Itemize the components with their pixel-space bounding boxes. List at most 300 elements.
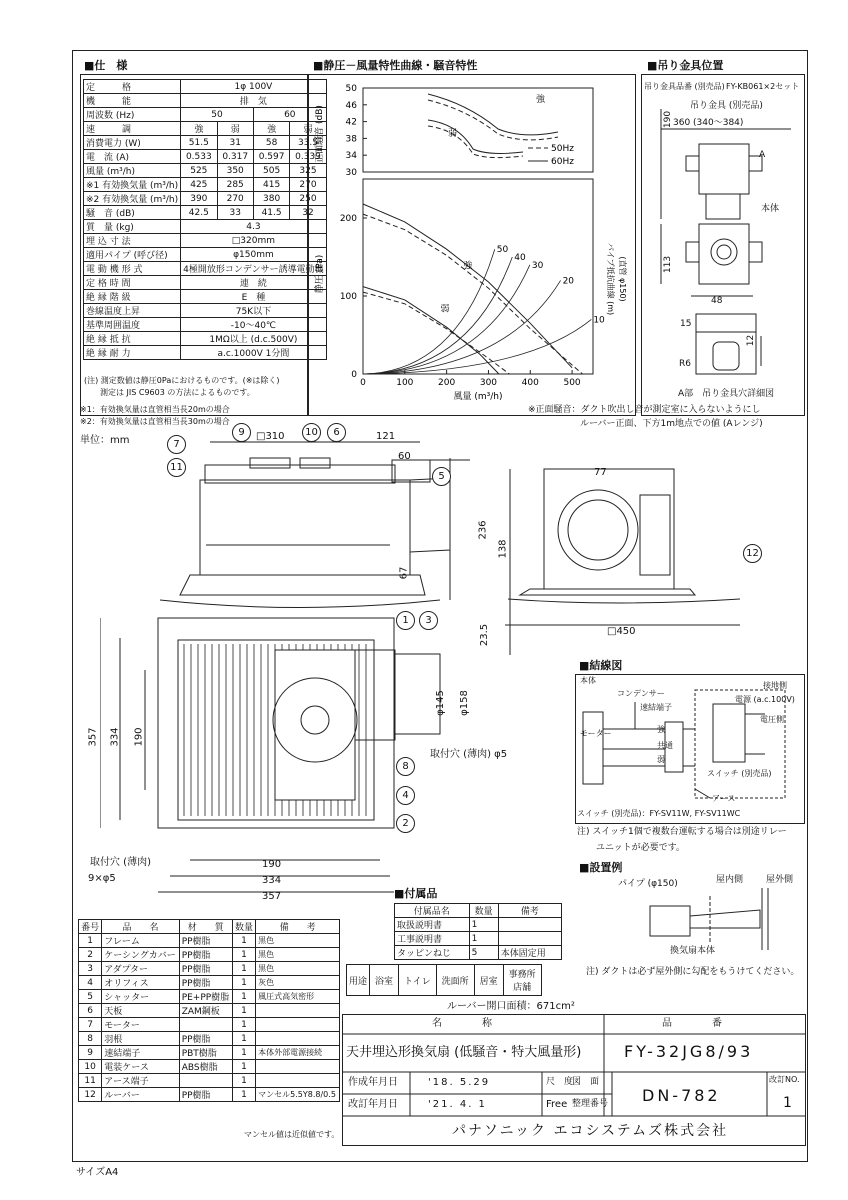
spec-row bbox=[84, 234, 327, 248]
spec-label: 電 流 (A) bbox=[84, 150, 181, 164]
usage-item: 洗面所 bbox=[436, 965, 474, 996]
wiring-earth: アース bbox=[712, 794, 736, 803]
spec-row bbox=[84, 136, 327, 150]
dim-357: 357 bbox=[87, 727, 99, 747]
parts-row bbox=[79, 1060, 340, 1074]
parts-row bbox=[79, 976, 340, 990]
spec-label: 騒 音 (dB) bbox=[84, 206, 181, 220]
hanger-dim-113: 113 bbox=[663, 255, 674, 274]
part-balloon-10: 10 bbox=[302, 423, 321, 442]
pipe-curve-2 bbox=[363, 265, 530, 374]
spec-value: 31 bbox=[217, 136, 253, 150]
wiring-power: 電源 (a.c.100V) bbox=[735, 695, 795, 704]
parts-cell: 1 bbox=[79, 934, 102, 948]
title-revised-label: 改訂年月日 bbox=[348, 1099, 398, 1110]
accessories-header-cell: 備考 bbox=[498, 904, 561, 918]
noise-ytick: 30 bbox=[345, 168, 357, 178]
title-created-label: 作成年月日 bbox=[348, 1077, 398, 1088]
hanger-dim-top: 360 (340〜384) bbox=[673, 118, 744, 128]
spec-value: -10〜40℃ bbox=[181, 318, 327, 332]
parts-cell: PP樹脂 bbox=[179, 1032, 232, 1046]
dim-334: 334 bbox=[109, 727, 121, 747]
spec-value: φ150mm bbox=[181, 248, 327, 262]
spec-footnote-1: ※1：有効換気量は直管相当長20mの場合 bbox=[80, 405, 230, 414]
pipe-curve-0 bbox=[363, 249, 495, 374]
parts-cell: 1 bbox=[232, 1032, 255, 1046]
munsell-note: マンセル値は近似値です。 bbox=[244, 1130, 340, 1139]
spec-label: 適用パイプ (呼び径) bbox=[84, 248, 181, 262]
parts-cell: 本体外部電源接続 bbox=[256, 1046, 340, 1060]
title-name-label: 名 称 bbox=[432, 1018, 492, 1029]
parts-cell: 灰色 bbox=[256, 976, 340, 990]
accessories-header bbox=[395, 904, 562, 918]
spec-row bbox=[84, 164, 327, 178]
parts-cell: ルーバー bbox=[102, 1088, 179, 1102]
spec-row bbox=[84, 206, 327, 220]
accessories-cell: 取扱説明書 bbox=[395, 918, 470, 932]
spec-value: 41.5 bbox=[253, 206, 289, 220]
spec-value: 525 bbox=[181, 164, 217, 178]
parts-header-cell: 備 考 bbox=[256, 920, 340, 934]
spec-row bbox=[84, 220, 327, 234]
parts-cell: 羽根 bbox=[102, 1032, 179, 1046]
spec-value: 1φ 100V bbox=[181, 80, 327, 94]
pressure-curve-2 bbox=[363, 287, 499, 374]
spec-value: 32 bbox=[290, 206, 326, 220]
accessories-row bbox=[395, 932, 562, 946]
parts-row bbox=[79, 934, 340, 948]
title-revised: '21. 4. 1 bbox=[428, 1099, 487, 1110]
mount-hole-label: 取付穴 (薄肉) φ5 bbox=[430, 749, 508, 760]
dim-23-5: 23.5 bbox=[479, 623, 491, 647]
parts-cell: 1 bbox=[232, 948, 255, 962]
spec-row bbox=[84, 346, 327, 360]
parts-cell: 1 bbox=[232, 990, 255, 1004]
pressure-flow-chart bbox=[308, 74, 634, 414]
pipe-label-0: 50 bbox=[496, 245, 509, 256]
parts-row bbox=[79, 948, 340, 962]
hanger-dim-12: 12 bbox=[746, 334, 757, 347]
spec-value: 強 bbox=[181, 122, 217, 136]
accessories-header-cell: 付属品名 bbox=[395, 904, 470, 918]
spec-row bbox=[84, 318, 327, 332]
spec-label: 絶 縁 耐 力 bbox=[84, 346, 181, 360]
accessories-header-cell: 数量 bbox=[469, 904, 498, 918]
hanger-heading: ■吊り金具位置 bbox=[647, 59, 724, 72]
pipe-label-3: 20 bbox=[562, 276, 575, 287]
side-view-drawing bbox=[150, 420, 470, 610]
pressure-curve-1 bbox=[363, 214, 583, 374]
spec-value: 33 bbox=[217, 206, 253, 220]
noise-ytick: 50 bbox=[345, 84, 357, 94]
spec-value: 75K以下 bbox=[181, 304, 327, 318]
parts-cell bbox=[179, 1018, 232, 1032]
spec-value: 270 bbox=[217, 192, 253, 206]
usage-row bbox=[347, 965, 542, 996]
hanger-detail-label: A部 吊り金具穴詳細図 bbox=[678, 389, 775, 399]
spec-value: 58 bbox=[253, 136, 289, 150]
title-block bbox=[342, 1014, 806, 1146]
spec-value: 4.3 bbox=[181, 220, 327, 234]
install-drawing bbox=[640, 888, 800, 958]
wiring-voltage-side: 電圧側 bbox=[760, 715, 784, 724]
install-pipe: パイプ (φ150) bbox=[618, 879, 678, 889]
spec-value: 415 bbox=[253, 178, 289, 192]
spec-row bbox=[84, 80, 327, 94]
pressure-ytick: 200 bbox=[339, 214, 357, 224]
dim-236: 236 bbox=[477, 520, 489, 540]
pressure-xtick: 100 bbox=[396, 378, 414, 388]
parts-cell bbox=[179, 1074, 232, 1088]
pressure-xlabel: 風量 (m³/h) bbox=[453, 392, 503, 402]
noise-note-2: ルーバー正面、下方1m地点での値 (Aレンジ) bbox=[580, 419, 763, 429]
dim-138: 138 bbox=[497, 539, 509, 559]
noise-label-strong: 強 bbox=[536, 95, 546, 105]
spec-value: 4極開放形コンデンサー誘導電動機 bbox=[181, 262, 327, 276]
spec-label: 質 量 (kg) bbox=[84, 220, 181, 234]
front-view-drawing bbox=[490, 455, 760, 655]
spec-value: 350 bbox=[217, 164, 253, 178]
parts-cell: アダプター bbox=[102, 962, 179, 976]
wiring-common: 共通 bbox=[657, 741, 673, 750]
parts-cell: 1 bbox=[232, 934, 255, 948]
pipe-curve-4 bbox=[363, 319, 591, 374]
spec-label: 定 格 時 間 bbox=[84, 276, 181, 290]
noise-weak-60 bbox=[428, 120, 523, 153]
accessories-cell bbox=[498, 932, 561, 946]
spec-row bbox=[84, 248, 327, 262]
noise-ytick: 38 bbox=[345, 134, 357, 145]
hanger-model-label: 吊り金具品番 (別売品) bbox=[644, 82, 725, 91]
company-name: パナソニック エコシステムズ株式会社 bbox=[452, 1123, 729, 1139]
title-drawing-label: 図 面 bbox=[572, 1077, 600, 1087]
part-balloon-1: 1 bbox=[396, 611, 415, 630]
mount-hole-label-2b: 9×φ5 bbox=[88, 873, 116, 884]
wiring-diagram bbox=[575, 674, 803, 810]
spec-label: 風量 (m³/h) bbox=[84, 164, 181, 178]
parts-cell: 8 bbox=[79, 1032, 102, 1046]
noise-legend-50: 50Hz bbox=[551, 144, 574, 154]
spec-row bbox=[84, 122, 327, 136]
part-balloon-8: 8 bbox=[396, 757, 415, 776]
parts-cell: オリフィス bbox=[102, 976, 179, 990]
dim-60: 60 bbox=[398, 451, 411, 462]
spec-row bbox=[84, 262, 327, 276]
parts-cell: 5 bbox=[79, 990, 102, 1004]
dim-450: □450 bbox=[607, 626, 636, 637]
spec-row bbox=[84, 276, 327, 290]
parts-header-cell: 番号 bbox=[79, 920, 102, 934]
spec-value: 250 bbox=[290, 192, 326, 206]
spec-label: 周波数 (Hz) bbox=[84, 108, 181, 122]
parts-cell: ZAM鋼板 bbox=[179, 1004, 232, 1018]
parts-cell: アース端子 bbox=[102, 1074, 179, 1088]
spec-label: 基準周囲温度 bbox=[84, 318, 181, 332]
spec-value: 弱 bbox=[290, 122, 326, 136]
usage-item: 事務所 店舗 bbox=[503, 965, 541, 996]
parts-cell: 1 bbox=[232, 1074, 255, 1088]
pipe-label-2: 30 bbox=[531, 260, 544, 271]
pipe-label-1: 40 bbox=[514, 253, 526, 263]
parts-cell: マンセル5.5Y8.8/0.5 bbox=[256, 1088, 340, 1102]
spec-row bbox=[84, 290, 327, 304]
accessories-table bbox=[394, 903, 562, 960]
dim-121: 121 bbox=[376, 431, 396, 442]
noise-ytick: 42 bbox=[345, 117, 357, 128]
wiring-weak: 弱 bbox=[657, 755, 665, 764]
parts-cell: 黒色 bbox=[256, 948, 340, 962]
accessories-cell bbox=[498, 918, 561, 932]
parts-cell: フレーム bbox=[102, 934, 179, 948]
hanger-model: FY-KB061×2セット bbox=[726, 82, 800, 91]
title-model-label: 品 番 bbox=[662, 1018, 722, 1029]
spec-value: 33.5 bbox=[290, 136, 326, 150]
parts-cell: 1 bbox=[232, 976, 255, 990]
spec-label: 絶 縁 階 級 bbox=[84, 290, 181, 304]
pipe-label-4: 10 bbox=[593, 315, 605, 326]
wiring-motor: モーター bbox=[580, 729, 612, 738]
spec-value: 505 bbox=[253, 164, 289, 178]
part-balloon-5: 5 bbox=[432, 467, 451, 486]
part-balloon-11: 11 bbox=[167, 458, 186, 477]
part-balloon-3: 3 bbox=[419, 611, 438, 630]
parts-cell: 6 bbox=[79, 1004, 102, 1018]
parts-cell: 9 bbox=[79, 1046, 102, 1060]
parts-cell: 4 bbox=[79, 976, 102, 990]
title-scale: Free bbox=[546, 1099, 568, 1110]
parts-cell: 2 bbox=[79, 948, 102, 962]
dim-77: 77 bbox=[594, 467, 607, 478]
spec-label: 埋 込 寸 法 bbox=[84, 234, 181, 248]
spec-table bbox=[83, 79, 327, 360]
noise-ytick: 46 bbox=[345, 100, 357, 111]
spec-label: 消費電力 (W) bbox=[84, 136, 181, 150]
part-balloon-12: 12 bbox=[743, 544, 762, 563]
spec-row bbox=[84, 178, 327, 192]
accessories-cell: 1 bbox=[469, 918, 498, 932]
pressure-ytick: 100 bbox=[339, 292, 357, 302]
parts-cell: PBT樹脂 bbox=[179, 1046, 232, 1060]
part-balloon-7: 7 bbox=[167, 435, 186, 454]
dim-310: □310 bbox=[256, 431, 285, 442]
parts-row bbox=[79, 990, 340, 1004]
spec-label: 機 能 bbox=[84, 94, 181, 108]
parts-cell: モーター bbox=[102, 1018, 179, 1032]
title-ref-label: 整理番号 bbox=[572, 1099, 609, 1109]
noise-legend-60: 60Hz bbox=[551, 157, 574, 167]
wiring-strong: 強 bbox=[657, 725, 665, 734]
spec-value: 0.533 bbox=[181, 150, 217, 164]
pipe-axis-label-2: (直管 φ150) bbox=[618, 256, 627, 302]
pressure-xtick: 0 bbox=[360, 378, 366, 388]
parts-cell: PP樹脂 bbox=[179, 948, 232, 962]
noise-ytick: 34 bbox=[345, 151, 357, 162]
parts-cell: 3 bbox=[79, 962, 102, 976]
spec-value: 50 bbox=[181, 108, 254, 122]
pressure-xtick: 300 bbox=[479, 378, 498, 388]
spec-value: 排 気 bbox=[181, 94, 327, 108]
parts-cell: ケーシングカバー bbox=[102, 948, 179, 962]
pressure-ytick: 0 bbox=[351, 370, 357, 380]
spec-value: 強 bbox=[253, 122, 289, 136]
pipe-axis-label: パイプ抵抗曲線 (m) bbox=[606, 242, 615, 316]
parts-cell: ABS樹脂 bbox=[179, 1060, 232, 1074]
spec-footnote-2: ※2：有効換気量は直管相当長30mの場合 bbox=[80, 417, 230, 426]
parts-cell: 黒色 bbox=[256, 934, 340, 948]
spec-note-1: (注) 測定数値は静圧0Paにおけるものです。(※は除く) bbox=[84, 376, 280, 385]
hanger-drawing bbox=[641, 74, 803, 414]
spec-row bbox=[84, 108, 327, 122]
parts-cell: PE+PP樹脂 bbox=[179, 990, 232, 1004]
parts-cell: 風圧式高気密形 bbox=[256, 990, 340, 1004]
usage-item: トイレ bbox=[399, 965, 437, 996]
install-note: 注) ダクトは必ず屋外側に勾配をもうけてください。 bbox=[586, 967, 800, 977]
parts-header bbox=[79, 920, 340, 934]
spec-value: 325 bbox=[290, 164, 326, 178]
parts-cell: PP樹脂 bbox=[179, 1088, 232, 1102]
pressure-label-strong: 強 bbox=[463, 261, 473, 272]
spec-value: E 種 bbox=[181, 290, 327, 304]
dim-b334: 334 bbox=[262, 875, 282, 886]
mount-hole-label-2a: 取付穴 (薄肉) bbox=[90, 857, 151, 868]
paper-size: サイズA4 bbox=[76, 1167, 119, 1178]
part-balloon-4: 4 bbox=[396, 786, 415, 805]
accessories-cell: 1 bbox=[469, 932, 498, 946]
parts-cell: 電装ケース bbox=[102, 1060, 179, 1074]
spec-label: 電 動 機 形 式 bbox=[84, 262, 181, 276]
spec-row bbox=[84, 332, 327, 346]
hanger-a-mark: A bbox=[759, 150, 766, 160]
spec-label: ※2 有効換気量 (m³/h) bbox=[84, 192, 181, 206]
noise-label-weak: 弱 bbox=[448, 129, 458, 139]
parts-cell: 11 bbox=[79, 1074, 102, 1088]
parts-cell: 7 bbox=[79, 1018, 102, 1032]
parts-cell: 1 bbox=[232, 1018, 255, 1032]
parts-cell bbox=[256, 1018, 340, 1032]
unit-label: 単位：mm bbox=[80, 435, 130, 446]
accessories-cell: 本体固定用 bbox=[498, 946, 561, 960]
parts-cell bbox=[256, 1074, 340, 1088]
spec-label: 速 調 bbox=[84, 122, 181, 136]
parts-cell: 天板 bbox=[102, 1004, 179, 1018]
louver-area: ルーバー開口面積：671cm² bbox=[447, 1001, 575, 1012]
parts-cell: 12 bbox=[79, 1088, 102, 1102]
parts-cell: 1 bbox=[232, 1004, 255, 1018]
parts-cell: PP樹脂 bbox=[179, 934, 232, 948]
install-heading: ■設置例 bbox=[579, 861, 623, 874]
install-outdoor: 屋外側 bbox=[766, 875, 794, 885]
parts-cell bbox=[256, 1060, 340, 1074]
spec-value: 390 bbox=[181, 192, 217, 206]
dim-145: φ145 bbox=[434, 690, 446, 716]
title-model: FY-32JG8/93 bbox=[624, 1042, 754, 1061]
parts-row bbox=[79, 1088, 340, 1102]
wiring-body: 本体 bbox=[580, 676, 596, 685]
parts-row bbox=[79, 1074, 340, 1088]
parts-cell: PP樹脂 bbox=[179, 976, 232, 990]
parts-row bbox=[79, 962, 340, 976]
usage-table bbox=[346, 964, 542, 996]
usage-label: 用途 bbox=[347, 965, 370, 996]
parts-cell: 1 bbox=[232, 1060, 255, 1074]
spec-value: 425 bbox=[181, 178, 217, 192]
part-balloon-9: 9 bbox=[232, 423, 251, 442]
wiring-ground-side: 接地側 bbox=[763, 681, 787, 690]
parts-table bbox=[78, 919, 340, 1102]
part-balloon-2: 2 bbox=[396, 814, 415, 833]
dim-b357: 357 bbox=[262, 891, 282, 902]
wiring-capacitor: コンデンサー bbox=[617, 689, 665, 698]
chart-heading: ■静圧－風量特性曲線・騒音特性 bbox=[313, 59, 478, 72]
pressure-curve-0 bbox=[363, 204, 572, 368]
parts-cell: シャッター bbox=[102, 990, 179, 1004]
install-indoor: 屋内側 bbox=[716, 875, 744, 885]
title-rev-no: 1 bbox=[783, 1095, 792, 1111]
spec-value: 0.339 bbox=[290, 150, 326, 164]
hanger-r6: R6 bbox=[679, 359, 691, 369]
parts-cell: 1 bbox=[232, 962, 255, 976]
dim-67: 67 bbox=[398, 566, 410, 580]
pressure-xtick: 200 bbox=[438, 378, 456, 388]
title-created: '18. 5.29 bbox=[428, 1077, 491, 1088]
noise-note-1: ※正面騒音：ダクト吹出し音が測定室に入らないようにし bbox=[528, 405, 761, 415]
parts-cell: 黒色 bbox=[256, 962, 340, 976]
wiring-heading: ■結線図 bbox=[579, 659, 623, 672]
title-product-name: 天井埋込形換気扇 (低騒音・特大風量形) bbox=[346, 1045, 582, 1060]
hanger-dim-48: 48 bbox=[711, 296, 723, 306]
parts-cell bbox=[256, 1004, 340, 1018]
spec-row bbox=[84, 94, 327, 108]
parts-row bbox=[79, 1032, 340, 1046]
spec-label: 定 格 bbox=[84, 80, 181, 94]
parts-cell: 1 bbox=[232, 1046, 255, 1060]
dim-158: φ158 bbox=[458, 690, 470, 716]
parts-row bbox=[79, 1004, 340, 1018]
pressure-plot-area bbox=[363, 179, 593, 374]
spec-note-2: 測定は JIS C9603 の方法によるものです。 bbox=[100, 388, 255, 397]
title-scale-label: 尺 度 bbox=[546, 1077, 574, 1087]
accessories-cell: 5 bbox=[469, 946, 498, 960]
spec-value: 380 bbox=[253, 192, 289, 206]
spec-value: 270 bbox=[290, 178, 326, 192]
accessories-row bbox=[395, 918, 562, 932]
pressure-ylabel: 静圧 (Pa) bbox=[315, 254, 325, 294]
accessories-cell: 工事説明書 bbox=[395, 932, 470, 946]
parts-row bbox=[79, 1018, 340, 1032]
spec-label: 絶 縁 抵 抗 bbox=[84, 332, 181, 346]
hanger-part-label: 吊り金具 (別売品) bbox=[690, 101, 763, 111]
parts-header-cell: 品 名 bbox=[102, 920, 179, 934]
pipe-curve-1 bbox=[363, 257, 512, 374]
dim-190: 190 bbox=[133, 727, 145, 747]
pressure-label-weak: 弱 bbox=[440, 304, 450, 315]
parts-cell: 速結端子 bbox=[102, 1046, 179, 1060]
parts-header-cell: 数量 bbox=[232, 920, 255, 934]
spec-row bbox=[84, 192, 327, 206]
parts-cell: PP樹脂 bbox=[179, 962, 232, 976]
accessories-row bbox=[395, 946, 562, 960]
dim-b190: 190 bbox=[262, 859, 282, 870]
parts-header-cell: 材 質 bbox=[179, 920, 232, 934]
spec-value: 弱 bbox=[217, 122, 253, 136]
spec-value: a.c.1000V 1分間 bbox=[181, 346, 327, 360]
wiring-terminal: 速結端子 bbox=[640, 703, 672, 712]
wiring-switch-models: スイッチ (別売品)：FY-SV11W, FY-SV11WC bbox=[577, 809, 741, 818]
hanger-dim-15: 15 bbox=[680, 319, 692, 329]
hanger-dim-190: 190 bbox=[663, 110, 674, 129]
title-drawing-no: DN-782 bbox=[642, 1086, 721, 1105]
parts-cell: 10 bbox=[79, 1060, 102, 1074]
